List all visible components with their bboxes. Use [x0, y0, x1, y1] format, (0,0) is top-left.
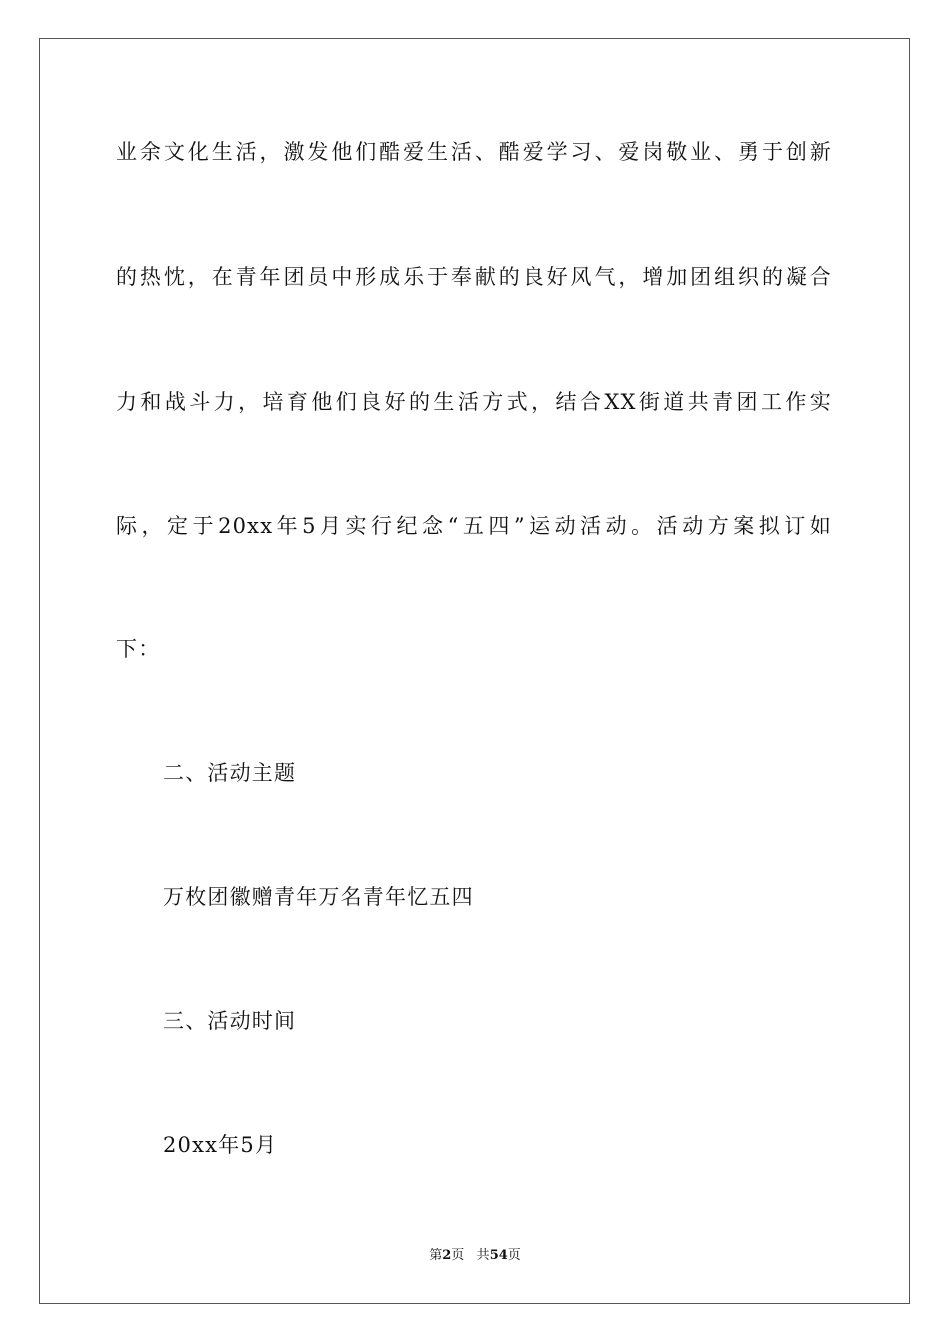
section-two-content: 万枚团徽赠青年万名青年忆五四: [163, 885, 474, 909]
section-two-heading: 二、活动主题: [163, 761, 297, 785]
total-suffix: 页: [507, 1248, 521, 1263]
paragraph-line-1: 业余文化生活，激发他们酷爱生活、酷爱学习、爱岗敬业、勇于创新: [116, 140, 832, 164]
total-page-count: 54: [489, 1248, 508, 1263]
page-prefix: 第: [429, 1248, 443, 1263]
current-page-number: 2: [442, 1248, 452, 1263]
total-prefix: 共: [476, 1248, 490, 1263]
paragraph-line-4: 际，定于20xx年5月实行纪念“五四”运动活动。活动方案拟订如: [116, 514, 832, 538]
paragraph-line-5: 下：: [116, 637, 161, 661]
section-three-content: 20xx年5月: [163, 1133, 278, 1157]
page-footer: [0, 1247, 950, 1265]
paragraph-line-3: 力和战斗力，培育他们良好的生活方式，结合XX街道共青团工作实: [116, 390, 832, 414]
section-three-heading: 三、活动时间: [163, 1009, 297, 1033]
paragraph-line-2: 的热忱，在青年团员中形成乐于奉献的良好风气，增加团组织的凝合: [116, 265, 832, 289]
page-frame: [39, 38, 910, 1304]
page-suffix: 页: [451, 1248, 465, 1263]
